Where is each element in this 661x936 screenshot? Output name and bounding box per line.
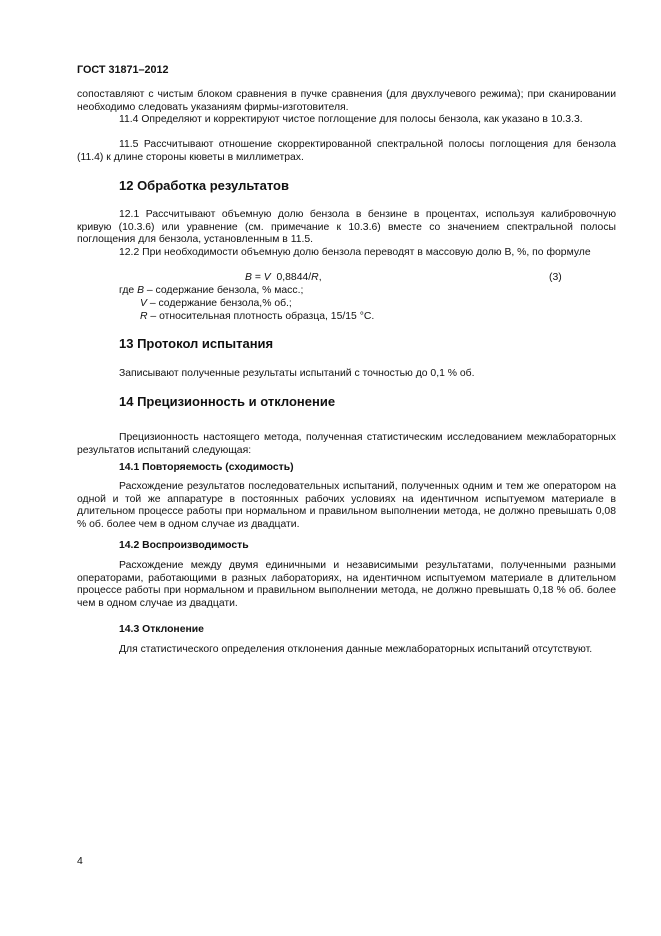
section-14-heading: 14 Прецизионность и отклонение <box>119 394 336 409</box>
formula-3 <box>245 272 322 285</box>
paragraph-14-3: Для статистического определения отклонения данные межлабораторных испытаний отсутствуют. <box>119 644 593 655</box>
paragraph-14: Прецизионность настоящего метода, полученная статистическим исследованием межлабораторных результатов испытаний следующая: <box>77 432 616 456</box>
paragraph-13: Записывают полученные результаты испытаний с точностью до 0,1 % об. <box>119 368 475 379</box>
subsection-14-2-heading: 14.2 Воспроизводимость <box>119 540 249 551</box>
paragraph-14-2: Расхождение между двумя единичными и независимыми результатами, полученными разными операторами, работающими в разных лабораториях, на идентичном испытуемом материале в длительном процессе работы при нормальном и правильном выполнении метода, не должно превышать 0,18 % об. более чем в одном случае из двадцати. <box>77 560 616 609</box>
formula-where-b <box>119 285 303 298</box>
formula-coefficient: 0,8844/ <box>270 272 312 283</box>
where-text-v: – содержание бензола,% об.; <box>146 298 292 309</box>
subsection-14-3-heading: 14.3 Отклонение <box>119 624 204 635</box>
page-number: 4 <box>77 856 83 867</box>
formula-equals: = <box>251 272 264 283</box>
formula-number: (3) <box>549 272 562 283</box>
paragraph-12-2: 12.2 При необходимости объемную долю бензола переводят в массовую долю B, %, по формуле <box>119 247 591 258</box>
subsection-14-1-heading: 14.1 Повторяемость (сходимость) <box>119 462 294 473</box>
where-text-r: – относительная плотность образца, 15/15 °С. <box>147 311 375 322</box>
formula-symbol-r: R <box>311 272 319 283</box>
section-12-heading: 12 Обработка результатов <box>119 178 289 193</box>
section-13-heading: 13 Протокол испытания <box>119 336 274 351</box>
paragraph-11-5: 11.5 Рассчитывают отношение скорректированной спектральной полосы поглощения для бензола (11.4) к длине стороны кюветы в миллиметрах. <box>77 139 616 163</box>
formula-where-v <box>140 298 292 311</box>
formula-where-r <box>140 311 374 324</box>
formula-symbol-v: V <box>263 272 271 283</box>
where-prefix: где <box>119 285 138 296</box>
where-symbol-r: R <box>140 311 148 322</box>
where-symbol-v: V <box>140 298 147 309</box>
paragraph-12-1: 12.1 Рассчитывают объемную долю бензола в бензине в процентах, используя калибровочную кривую (10.3.6) или уравнение (см. примечание к 10.3.6) вместе со значением спектральной полосы поглощения для бензола, установленным в 11.5. <box>77 209 616 245</box>
formula-symbol-b: B <box>245 272 252 283</box>
where-text-b: – содержание бензола, % масс.; <box>144 285 304 296</box>
paragraph-intro: сопоставляют с чистым блоком сравнения в пучке сравнения (для двухлучевого режима); при сканировании необходимо следовать указаниям фирмы-изготовителя. <box>77 89 616 113</box>
where-symbol-b: B <box>137 285 144 296</box>
document-header: ГОСТ 31871–2012 <box>77 64 169 76</box>
formula-comma: , <box>318 272 322 283</box>
paragraph-14-1: Расхождение результатов последовательных испытаний, полученных одним и тем же оператором на одной и той же аппаратуре в постоянных рабочих условиях на идентичном испытуемом материале в длительном процессе работы при нормальном и правильном выполнении метода, не должно превышать 0,08 % об. более чем в одном случае из двадцати. <box>77 481 616 530</box>
paragraph-11-4: 11.4 Определяют и корректируют чистое поглощение для полосы бензола, как указано в 10.3.3. <box>119 114 583 125</box>
